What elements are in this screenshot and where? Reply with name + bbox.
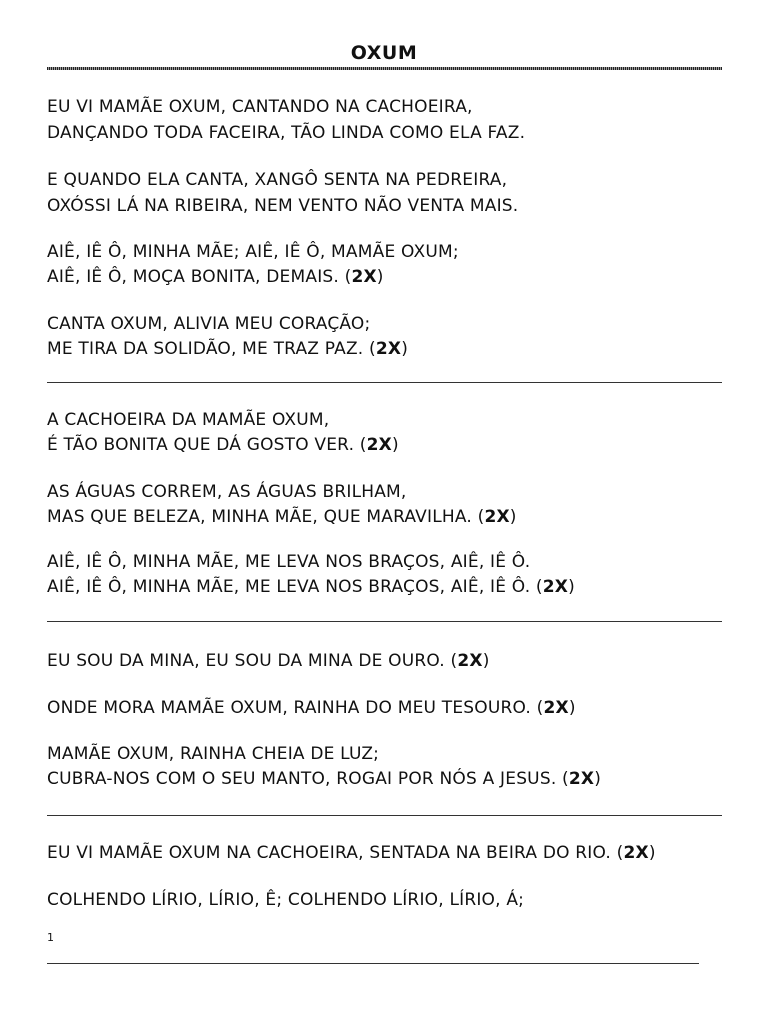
verse-line: ONDE MORA MAMÃE OXUM, RAINHA DO MEU TESOURO. (2X): [47, 698, 576, 718]
repeat-marker: (2X): [369, 339, 409, 359]
verse-line: CUBRA-NOS COM O SEU MANTO, ROGAI POR NÓS A JESUS. (2X): [47, 769, 602, 789]
verse-line: AIÊ, IÊ Ô, MINHA MÃE, ME LEVA NOS BRAÇOS, AIÊ, IÊ Ô.: [47, 552, 531, 572]
verse-line: É TÃO BONITA QUE DÁ GOSTO VER. (2X): [47, 435, 399, 455]
repeat-marker: (2X): [450, 651, 490, 671]
verse-line: E QUANDO ELA CANTA, XANGÔ SENTA NA PEDREIRA,: [47, 170, 508, 190]
verse-line: MAMÃE OXUM, RAINHA CHEIA DE LUZ;: [47, 744, 380, 764]
repeat-marker: (2X): [359, 435, 399, 455]
song-title: OXUM: [350, 42, 418, 64]
verse-line: AIÊ, IÊ Ô, MINHA MÃE, ME LEVA NOS BRAÇOS, AIÊ, IÊ Ô. (2X): [47, 577, 575, 597]
verse-line: OXÓSSI LÁ NA RIBEIRA, NEM VENTO NÃO VENTA MAIS.: [47, 196, 519, 216]
repeat-marker: (2X): [562, 769, 602, 789]
verse-line: AIÊ, IÊ Ô, MINHA MÃE; AIÊ, IÊ Ô, MAMÃE OXUM;: [47, 242, 459, 262]
verse-line: EU SOU DA MINA, EU SOU DA MINA DE OURO. (2X): [47, 651, 490, 671]
verse-line: DANÇANDO TODA FACEIRA, TÃO LINDA COMO ELA FAZ.: [47, 123, 526, 143]
verse-line: MAS QUE BELEZA, MINHA MÃE, QUE MARAVILHA. (2X): [47, 507, 517, 527]
verse-line: ME TIRA DA SOLIDÃO, ME TRAZ PAZ. (2X): [47, 339, 409, 359]
section-divider: [47, 382, 722, 383]
repeat-marker: (2X): [344, 267, 384, 287]
repeat-marker: (2X): [535, 577, 575, 597]
page-number: 1: [47, 931, 54, 944]
section-divider: [47, 815, 722, 816]
verse-line: CANTA OXUM, ALIVIA MEU CORAÇÃO;: [47, 314, 371, 334]
section-divider: [47, 621, 722, 622]
repeat-marker: (2X): [616, 843, 656, 863]
verse-line: EU VI MAMÃE OXUM NA CACHOEIRA, SENTADA NA BEIRA DO RIO. (2X): [47, 843, 656, 863]
repeat-marker: (2X): [536, 698, 576, 718]
verse-line: COLHENDO LÍRIO, LÍRIO, Ê; COLHENDO LÍRIO, LÍRIO, Á;: [47, 890, 525, 910]
title-underline: [47, 67, 722, 70]
verse-line: A CACHOEIRA DA MAMÃE OXUM,: [47, 410, 330, 430]
verse-line: AIÊ, IÊ Ô, MOÇA BONITA, DEMAIS. (2X): [47, 267, 384, 287]
repeat-marker: (2X): [477, 507, 517, 527]
footer-rule: [47, 963, 699, 964]
verse-line: EU VI MAMÃE OXUM, CANTANDO NA CACHOEIRA,: [47, 97, 473, 117]
verse-line: AS ÁGUAS CORREM, AS ÁGUAS BRILHAM,: [47, 482, 407, 502]
